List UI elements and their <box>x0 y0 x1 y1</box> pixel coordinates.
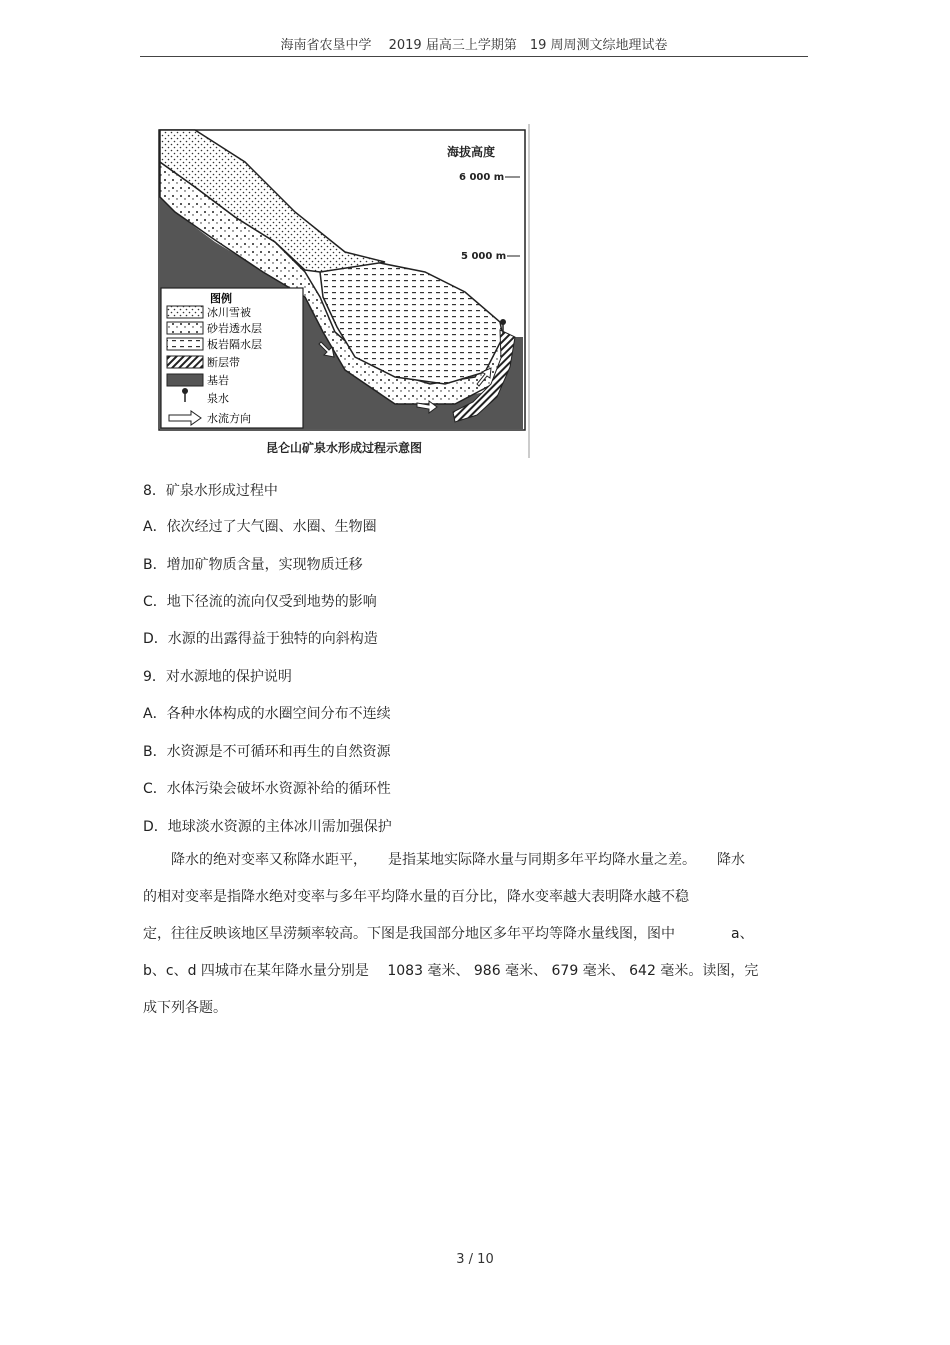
header-title: 海南省农垦中学 2019 届高三上学期第 19 周周测文综地理试卷 <box>280 38 668 53</box>
passage-line: b、c、d 四城市在某年降水量分别是 1083 毫米、 986 毫米、 679 毫米、 642 毫米。读图，完 <box>143 963 759 979</box>
question-8-option-d: D．水源的出露得益于独特的向斜构造 <box>143 631 378 647</box>
legend-label-fault: 断层带 <box>207 356 240 369</box>
legend-swatch-glacier <box>167 306 203 318</box>
question-9-option-d: D．地球淡水资源的主体冰川需加强保护 <box>143 819 392 835</box>
legend-label-glacier: 冰川雪被 <box>207 306 251 319</box>
legend-swatch-shale <box>167 338 203 350</box>
figure-caption: 昆仑山矿泉水形成过程示意图 <box>265 441 423 455</box>
passage-line: 的相对变率是指降水绝对变率与多年平均降水量的百分比，降水变率越大表明降水越不稳 <box>143 889 689 905</box>
legend-swatch-bedrock <box>167 374 203 386</box>
question-9-option-c: C．水体污染会破坏水资源补给的循环性 <box>143 781 391 797</box>
page-header <box>140 34 808 57</box>
legend-label-sandstone: 砂岩透水层 <box>207 322 262 335</box>
passage <box>143 842 808 1027</box>
question-9-option-b: B．水资源是不可循环和再生的自然资源 <box>143 744 391 760</box>
altitude-title: 海拔高度 <box>447 145 496 159</box>
spring-marker <box>500 319 506 325</box>
legend-label-flow: 水流方向 <box>207 412 251 425</box>
kunlun-spring-diagram <box>155 122 533 460</box>
legend-label-spring: 泉水 <box>207 392 229 405</box>
passage-line: 成下列各题。 <box>143 1000 227 1016</box>
legend-label-shale: 板岩隔水层 <box>207 338 262 351</box>
legend-swatch-fault <box>167 356 203 368</box>
legend-box <box>161 288 303 428</box>
page-number: 3 / 10 <box>456 1252 494 1267</box>
altitude-5000-label: 5 000 m <box>461 251 507 262</box>
legend-swatch-sandstone <box>167 322 203 334</box>
legend-label-bedrock: 基岩 <box>207 374 229 387</box>
question-9-option-a: A．各种水体构成的水圈空间分布不连续 <box>143 706 391 722</box>
question-9-stem: 9．对水源地的保护说明 <box>143 669 292 685</box>
altitude-6000-label: 6 000 m <box>459 172 505 183</box>
question-8-stem: 8．矿泉水形成过程中 <box>143 483 278 499</box>
passage-line: 定，往往反映该地区旱涝频率较高。下图是我国部分地区多年平均等降水量线图，图中 a、 <box>143 926 754 942</box>
question-8-option-c: C．地下径流的流向仅受到地势的影响 <box>143 594 377 610</box>
question-8-option-a: A．依次经过了大气圈、水圈、生物圈 <box>143 519 377 535</box>
legend-spring-icon <box>182 388 188 394</box>
passage-line: 降水的绝对变率又称降水距平， 是指某地实际降水量与同期多年平均降水量之差。 降水 <box>143 852 745 868</box>
question-8-option-b: B．增加矿物质含量，实现物质迁移 <box>143 557 363 573</box>
legend-title: 图例 <box>210 292 232 305</box>
